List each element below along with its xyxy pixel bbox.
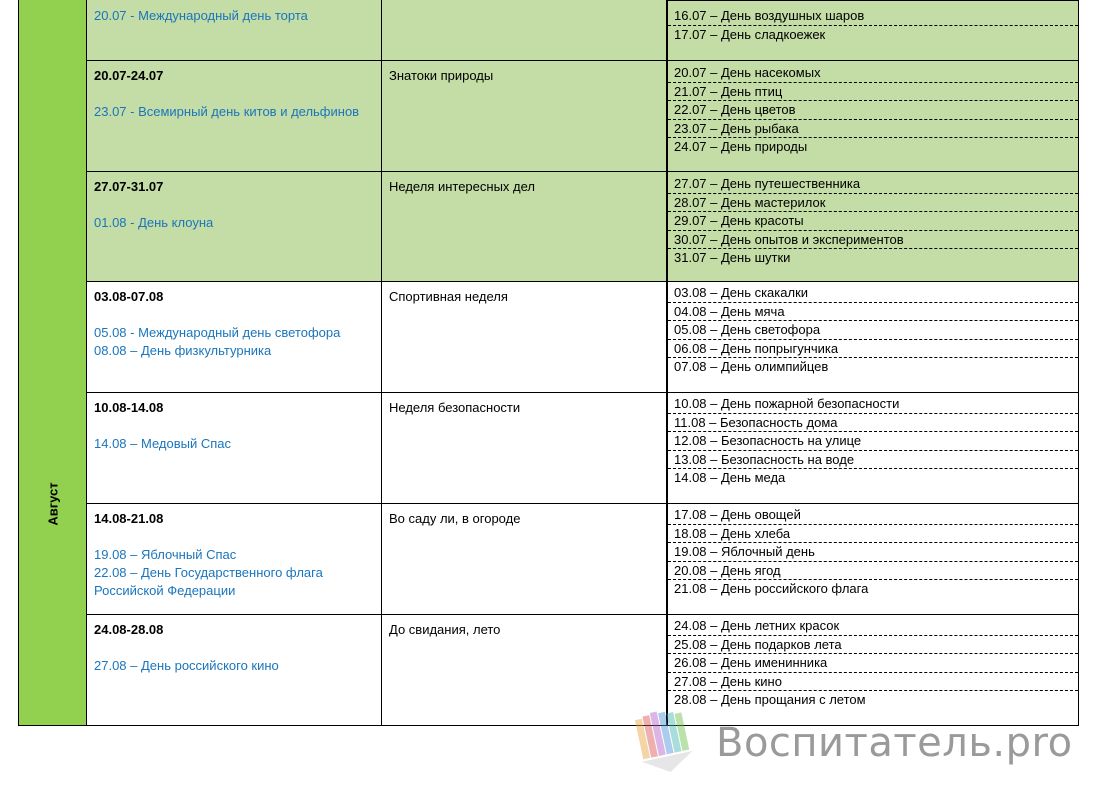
- day-item: 17.07 – День сладкоежек: [674, 26, 826, 42]
- day-item: 18.08 – День хлеба: [668, 525, 1078, 544]
- day-item: 06.08 – День попрыгунчика: [668, 340, 1078, 359]
- week-theme: Во саду ли, в огороде: [389, 511, 521, 526]
- holiday-text: Российской Федерации: [94, 583, 236, 598]
- week-row: [87, 0, 1078, 61]
- day-item: 11.08 – Безопасность дома: [668, 414, 1078, 433]
- days-cell: [667, 0, 1078, 60]
- week-dates: 10.08-14.08: [94, 400, 164, 415]
- theme-cell: [382, 504, 667, 614]
- days-cell: [667, 172, 1078, 281]
- pencils-logo-icon: [632, 706, 702, 779]
- theme-cell: [382, 393, 667, 503]
- dates-cell: [87, 393, 382, 503]
- days-cell: [667, 393, 1078, 503]
- day-item: 13.08 – Безопасность на воде: [668, 451, 1078, 470]
- dates-cell: [87, 504, 382, 614]
- dates-cell: [87, 172, 382, 281]
- dates-cell: [87, 61, 382, 171]
- day-item: 12.08 – Безопасность на улице: [668, 432, 1078, 451]
- day-item: 14.08 – День меда: [674, 470, 786, 486]
- day-item: 20.07 – День насекомых: [668, 64, 1078, 83]
- holiday-text: 23.07 - Всемирный день китов и дельфинов: [94, 104, 360, 119]
- dates-cell: [87, 282, 382, 392]
- day-item: 10.08 – День пожарной безопасности: [668, 395, 1078, 414]
- days-cell: [667, 282, 1078, 392]
- watermark: [632, 706, 1073, 779]
- week-dates: 20.07-24.07: [94, 68, 164, 83]
- day-item: 29.07 – День красоты: [668, 212, 1078, 231]
- week-row: [87, 504, 1078, 615]
- day-item: 25.08 – День подарков лета: [668, 636, 1078, 655]
- day-item: 27.07 – День путешественника: [668, 175, 1078, 194]
- week-theme: Знатоки природы: [389, 68, 494, 83]
- day-item: 20.08 – День ягод: [668, 562, 1078, 581]
- theme-cell: [382, 0, 667, 60]
- holiday-text: 05.08 - Международный день светофора: [94, 325, 341, 340]
- day-item: 16.07 – День воздушных шаров: [668, 7, 1078, 26]
- holiday-text: 20.07 - Международный день торта: [94, 8, 308, 23]
- month-cell-august: [19, 282, 87, 725]
- days-cell: [667, 504, 1078, 614]
- week-row: [87, 282, 1078, 393]
- holiday-text: 08.08 – День физкультурника: [94, 343, 272, 358]
- watermark-text: Воспитатель.pro: [716, 719, 1073, 766]
- theme-cell: [382, 282, 667, 392]
- holiday-text: 22.08 – День Государственного флага: [94, 565, 323, 580]
- week-row: [87, 61, 1078, 172]
- dates-cell: [87, 0, 382, 60]
- schedule-table: [18, 0, 1079, 726]
- month-cell-july: [19, 0, 87, 282]
- week-dates: 24.08-28.08: [94, 622, 164, 637]
- day-item: 27.08 – День кино: [668, 673, 1078, 692]
- day-item: 22.07 – День цветов: [668, 101, 1078, 120]
- day-item: 28.07 – День мастерилок: [668, 194, 1078, 213]
- day-item: 21.08 – День российского флага: [674, 581, 869, 597]
- day-item: 04.08 – День мяча: [668, 303, 1078, 322]
- week-dates: 03.08-07.08: [94, 289, 164, 304]
- day-item: 07.08 – День олимпийцев: [674, 359, 829, 375]
- holiday-text: 19.08 – Яблочный Спас: [94, 547, 237, 562]
- day-item: 21.07 – День птиц: [668, 83, 1078, 102]
- day-item: 19.08 – Яблочный день: [668, 543, 1078, 562]
- week-dates: 14.08-21.08: [94, 511, 164, 526]
- days-cell: [667, 61, 1078, 171]
- month-label: Август: [45, 481, 60, 526]
- week-row: [87, 393, 1078, 504]
- holiday-text: 14.08 – Медовый Спас: [94, 436, 232, 451]
- week-theme: Неделя интересных дел: [389, 179, 535, 194]
- day-item: 17.08 – День овощей: [668, 506, 1078, 525]
- week-theme: Неделя безопасности: [389, 400, 521, 415]
- week-row: [87, 172, 1078, 282]
- day-item: 24.08 – День летних красок: [668, 617, 1078, 636]
- theme-cell: [382, 615, 667, 726]
- day-item: 05.08 – День светофора: [668, 321, 1078, 340]
- day-item: 23.07 – День рыбака: [668, 120, 1078, 139]
- week-theme: Спортивная неделя: [389, 289, 508, 304]
- theme-cell: [382, 61, 667, 171]
- week-theme: До свидания, лето: [389, 622, 501, 637]
- day-item: 30.07 – День опытов и экспериментов: [668, 231, 1078, 250]
- holiday-text: 01.08 - День клоуна: [94, 215, 214, 230]
- day-item: 26.08 – День именинника: [668, 654, 1078, 673]
- dates-cell: [87, 615, 382, 726]
- day-item: 24.07 – День природы: [674, 139, 808, 155]
- day-item: 03.08 – День скакалки: [668, 284, 1078, 303]
- day-item: 28.08 – День прощания с летом: [674, 692, 866, 708]
- holiday-text: 27.08 – День российского кино: [94, 658, 279, 673]
- week-dates: 27.07-31.07: [94, 179, 164, 194]
- day-item: 31.07 – День шутки: [674, 250, 791, 266]
- theme-cell: [382, 172, 667, 281]
